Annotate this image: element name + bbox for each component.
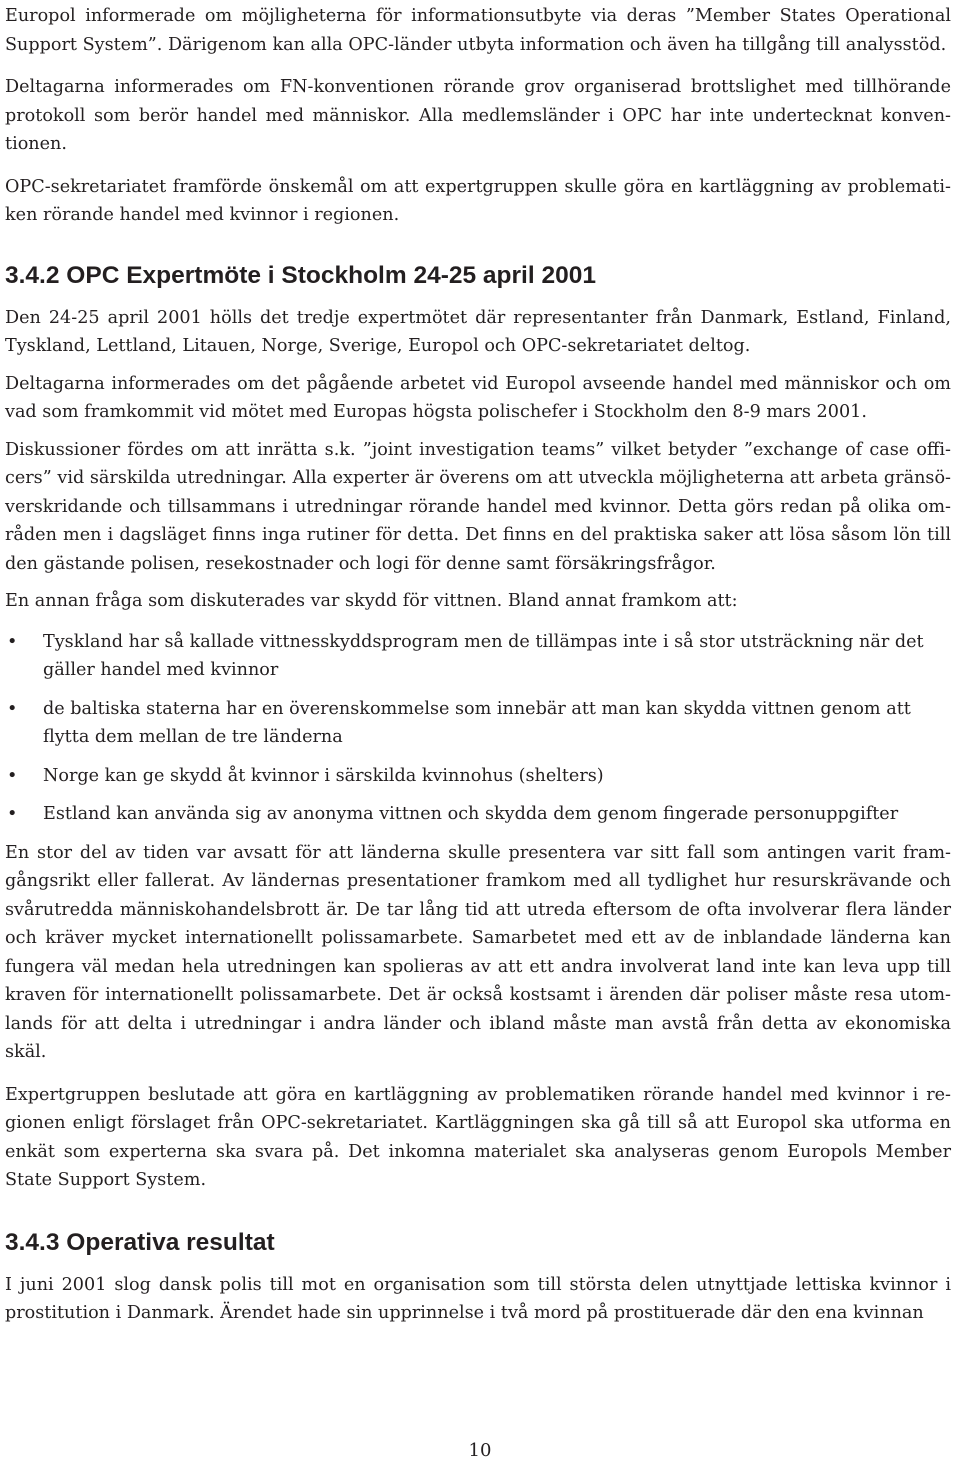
- paragraph-europol-work: Deltagarna informerades om det pågående arbetet vid Europol avseende handel med människor och om vad som framkommit vid mötet med Europas högsta polischefer i Stockholm den 8-9 mars 2001.: [5, 373, 951, 422]
- paragraph-meeting-intro: Den 24-25 april 2001 hölls det tredje expertmötet där representanter från Danmark, Estland, Finland, Tyskland, Lettland, Litauen, Norge, Sverige, Europol och OPC-sekretariatet deltog.: [5, 307, 951, 356]
- bullet-icon: •: [7, 765, 18, 786]
- paragraph-joint-teams: Diskussioner fördes om att inrätta s.k. ”joint investigation teams” vilket betyder ”exchange of case officers” vid särskilda utredningar. Alla experter är överens om att utveckla möjligheterna att arbeta gränsöverskridande och tillsammans i utredningar rörande handel med kvinnor. Detta görs redan på olika områden men i dagsläget finns inga rutiner för detta. Det finns en del praktiska saker att lösa såsom lön till den gästande polisen, resekostnader och logi för denne samt försäkringsfrågor.: [5, 439, 951, 574]
- paragraph-fn-convention: Deltagarna informerades om FN-konventionen rörande grov organiserad brottslighet med tillhörande protokoll som berör handel med människor. Alla medlemsländer i OPC har inte undertecknat konventionen.: [5, 77, 951, 154]
- list-item: [5, 800, 951, 829]
- paragraph-witness-protection: En annan fråga som diskuterades var skydd för vittnen. Bland annat framkom att:: [5, 591, 738, 611]
- list-item: [5, 628, 951, 685]
- list-item-text: Estland kan använda sig av anonyma vittnen och skydda dem genom fingerade personuppgifter: [43, 804, 899, 824]
- paragraph-survey-decision: Expertgruppen beslutade att göra en kartläggning av problematiken rörande handel med kvinnor i regionen enligt förslaget från OPC-sekretariatet. Kartläggningen ska gå till så att Europol ska utforma en enkät som experterna ska svara på. Det inkomna materialet ska analyseras genom Europols Member State Support System.: [5, 1084, 951, 1190]
- list-item-text: Tyskland har så kallade vittnesskyddsprogram men de tillämpas inte i så stor utsträckning när det gäller handel med kvinnor: [43, 631, 924, 680]
- page-number: 10: [468, 1440, 492, 1461]
- list-item-text: Norge kan ge skydd åt kvinnor i särskilda kvinnohus (shelters): [43, 765, 604, 786]
- bullet-icon: •: [7, 698, 18, 719]
- page-content: [5, 2, 951, 1328]
- bullet-list-witness-protection: [5, 628, 951, 829]
- paragraph-opc-request: OPC-sekretariatet framförde önskemål om att expertgruppen skulle göra en kartläggning av problematiken rörande handel med kvinnor i regionen.: [5, 176, 951, 225]
- list-item: [5, 762, 951, 791]
- paragraph-operative-results: I juni 2001 slog dansk polis till mot en organisation som till största delen utnyttjade lettiska kvinnor i prostitution i Danmark. Ärendet hade sin upprinnelse i två mord på prostituerade där den ena kvinnan: [5, 1274, 951, 1323]
- paragraph-europol-info: Europol informerade om möjligheterna för informationsutbyte via deras ”Member States Operational Support System”. Därigenom kan alla OPC-länder utbyta information och även ha tillgång till analysstöd.: [5, 6, 951, 55]
- paragraph-case-presentations: En stor del av tiden var avsatt för att länderna skulle presentera var sitt fall som antingen varit framgångsrikt eller fallerat. Av ländernas presentationer framkom med all tydlighet hur resurskrävande och svårutredda människohandelsbrott är. De tar lång tid att utreda eftersom de ofta involverar flera länder och kräver mycket internationellt polissamarbete. Samarbetet med ett av de inblandade länderna kan fungera väl medan hela utredningen kan spolieras av att ett andra involverat land inte kan leva upp till kraven för internationellt polissamarbete. Det är också kostsamt i ärenden där poliser måste resa utomlands för att delta i utredningar i andra länder och ibland måste man avstå från detta av ekonomiska skäl.: [5, 842, 951, 1062]
- bullet-icon: •: [7, 804, 18, 824]
- list-item: [5, 695, 951, 752]
- list-item-text: de baltiska staterna har en överenskommelse som innebär att man kan skydda vittnen genom att flytta dem mellan de tre länderna: [43, 698, 911, 747]
- section-heading-3-4-3: 3.4.3 Operativa resultat: [5, 1228, 275, 1256]
- section-heading-3-4-2: 3.4.2 OPC Expertmöte i Stockholm 24-25 april 2001: [5, 261, 596, 289]
- bullet-icon: •: [7, 631, 18, 652]
